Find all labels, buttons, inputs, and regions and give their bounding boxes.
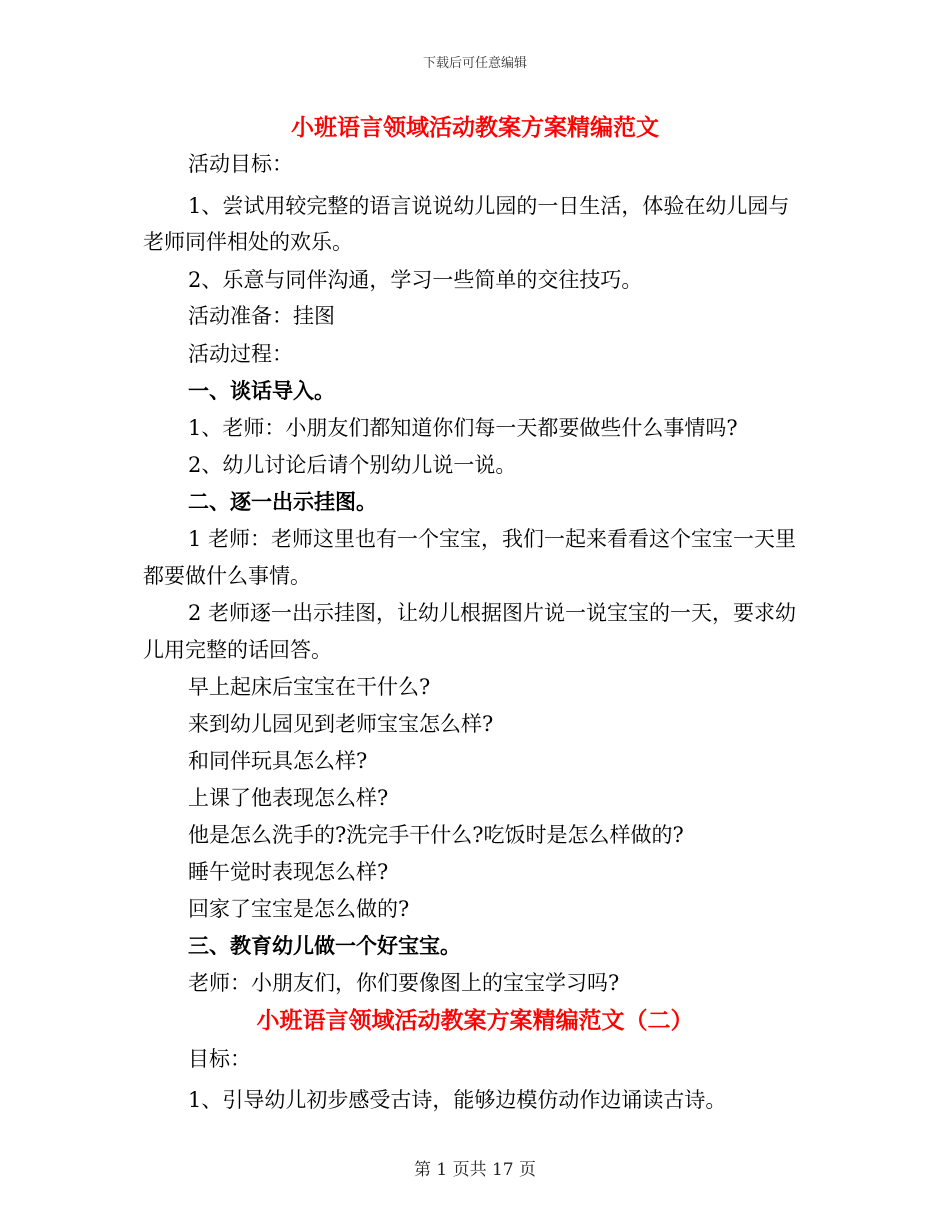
paragraph: 目标：: [188, 1047, 251, 1071]
section-heading: 二、逐一出示挂图。: [188, 489, 377, 514]
paragraph: 都要做什么事情。: [143, 564, 311, 588]
paragraph: 老师：小朋友们，你们要像图上的宝宝学习吗?: [188, 971, 620, 995]
paragraph: 1、尝试用较完整的语言说说幼儿园的一日生活，体验在幼儿园与: [188, 194, 790, 218]
section-heading: 一、谈话导入。: [188, 378, 335, 403]
paragraph: 活动准备：挂图: [188, 304, 335, 328]
paragraph: 1、老师：小朋友们都知道你们每一天都要做些什么事情吗?: [188, 416, 738, 440]
question-item: 上课了他表现怎么样?: [188, 786, 389, 810]
question-item: 回家了宝宝是怎么做的?: [188, 897, 410, 921]
paragraph: 1、引导幼儿初步感受古诗，能够边模仿动作边诵读古诗。: [188, 1088, 727, 1112]
page-header: 下载后可任意编辑: [422, 56, 527, 71]
section-heading: 三、教育幼儿做一个好宝宝。: [188, 933, 461, 958]
paragraph: 儿用完整的话回答。: [143, 638, 332, 662]
paragraph: 活动过程：: [188, 342, 293, 366]
question-item: 睡午觉时表现怎么样?: [188, 860, 389, 884]
paragraph: 2、幼儿讨论后请个别幼儿说一说。: [188, 453, 517, 477]
question-item: 和同伴玩具怎么样?: [188, 749, 368, 773]
paragraph: 老师同伴相处的欢乐。: [143, 230, 353, 254]
document-title: 小班语言领域活动教案方案精编范文: [291, 114, 659, 141]
paragraph: 活动目标：: [188, 152, 293, 176]
document-subtitle: 小班语言领域活动教案方案精编范文（二）: [256, 1007, 694, 1034]
question-item: 他是怎么洗手的?洗完手干什么?吃饭时是怎么样做的?: [188, 823, 684, 847]
question-item: 早上起床后宝宝在干什么?: [188, 675, 431, 699]
page-footer: 第 1 页共 17 页: [413, 1160, 537, 1180]
paragraph: 2、乐意与同伴沟通，学习一些简单的交往技巧。: [188, 268, 643, 292]
paragraph: 2 老师逐一出示挂图，让幼儿根据图片说一说宝宝的一天，要求幼: [188, 601, 797, 625]
question-item: 来到幼儿园见到老师宝宝怎么样?: [188, 712, 494, 736]
paragraph: 1 老师：老师这里也有一个宝宝，我们一起来看看这个宝宝一天里: [188, 527, 797, 551]
